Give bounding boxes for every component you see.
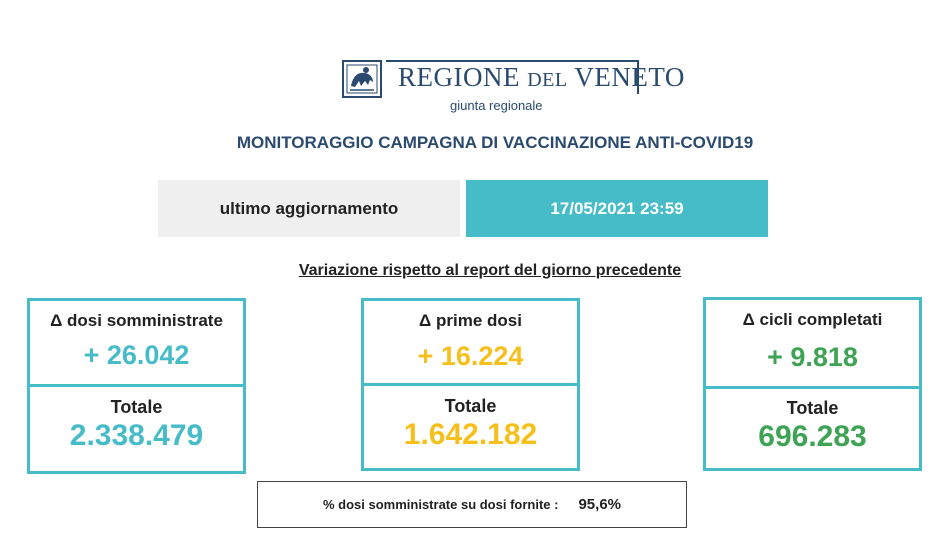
- percentage-value: 95,6%: [578, 496, 622, 513]
- card-first-doses-delta: [361, 298, 580, 386]
- cycles-delta-value: + 9.818: [767, 342, 858, 372]
- first-doses-delta-value: + 16.224: [417, 341, 524, 371]
- cycles-delta-label: Δ cicli completati: [742, 310, 883, 329]
- card-cycles-total: [703, 386, 922, 471]
- logo-subtitle: giunta regionale: [450, 98, 543, 113]
- doses-total-label: Totale: [110, 397, 163, 417]
- cycles-total-value: 696.283: [758, 420, 867, 453]
- doses-delta-value: + 26.042: [83, 340, 190, 370]
- doses-delta-label: Δ dosi somministrate: [50, 311, 223, 330]
- card-first-doses-total: [361, 383, 580, 471]
- regione-veneto-logo: [342, 58, 685, 118]
- percentage-box: [257, 481, 687, 528]
- cycles-total-label: Totale: [786, 398, 839, 418]
- logo-word-del: DEL: [527, 69, 568, 91]
- last-update-label: ultimo aggiornamento: [158, 180, 460, 237]
- card-doses-total: [27, 384, 246, 474]
- last-update-value: 17/05/2021 23:59: [466, 180, 768, 237]
- logo-wordmark: [398, 62, 685, 93]
- page-title: MONITORAGGIO CAMPAGNA DI VACCINAZIONE ANTI-COVID19: [236, 133, 754, 152]
- variation-subtitle: Variazione rispetto al report del giorno precedente: [298, 262, 682, 279]
- logo-word-regione: REGIONE: [398, 62, 520, 92]
- percentage-label: % dosi somministrate su dosi fornite :: [322, 497, 559, 512]
- card-doses-delta: [27, 298, 246, 387]
- first-doses-total-label: Totale: [444, 396, 497, 416]
- logo-word-veneto: VENETO: [574, 62, 685, 92]
- doses-total-value: 2.338.479: [69, 419, 204, 452]
- card-cycles-delta: [703, 297, 922, 389]
- first-doses-delta-label: Δ prime dosi: [419, 311, 522, 330]
- lion-emblem-icon: [342, 60, 382, 98]
- first-doses-total-value: 1.642.182: [403, 418, 538, 451]
